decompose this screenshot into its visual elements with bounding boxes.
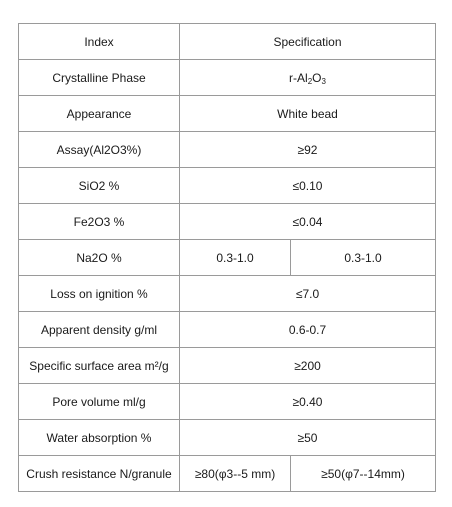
row-index: Water absorption % xyxy=(19,420,180,456)
row-value: ≥92 xyxy=(180,132,436,168)
table-row xyxy=(19,60,436,96)
row-index: Appearance xyxy=(19,96,180,132)
row-value: ≥50 xyxy=(180,420,436,456)
row-index: SiO2 % xyxy=(19,168,180,204)
row-value-a: 0.3-1.0 xyxy=(180,240,291,276)
row-value-b: 0.3-1.0 xyxy=(291,240,436,276)
row-value: ≤0.10 xyxy=(180,168,436,204)
row-index: Fe2O3 % xyxy=(19,204,180,240)
table-header-row xyxy=(19,24,436,60)
table-row xyxy=(19,348,436,384)
header-index: Index xyxy=(19,24,180,60)
row-value: ≤7.0 xyxy=(180,276,436,312)
row-value: 0.6-0.7 xyxy=(180,312,436,348)
row-index: Na2O % xyxy=(19,240,180,276)
table-row xyxy=(19,96,436,132)
row-value: ≥200 xyxy=(180,348,436,384)
row-value: $r-Al_2O_3$ xyxy=(180,60,436,96)
table-row xyxy=(19,312,436,348)
table-row xyxy=(19,132,436,168)
row-value: ≤0.04 xyxy=(180,204,436,240)
row-index: Crystalline Phase xyxy=(19,60,180,96)
specification-table xyxy=(18,23,436,492)
row-index: Specific surface area m²/g xyxy=(19,348,180,384)
row-index: Crush resistance N/granule xyxy=(19,456,180,492)
table-row xyxy=(19,168,436,204)
row-value: ≥0.40 xyxy=(180,384,436,420)
table-row xyxy=(19,276,436,312)
row-value: White bead xyxy=(180,96,436,132)
row-index: Assay(Al2O3%) xyxy=(19,132,180,168)
table-row xyxy=(19,204,436,240)
row-value-a: ≥80(φ3--5 mm) xyxy=(180,456,291,492)
row-index: Pore volume ml/g xyxy=(19,384,180,420)
row-index: Loss on ignition % xyxy=(19,276,180,312)
table-row xyxy=(19,456,436,492)
table-row xyxy=(19,420,436,456)
table-row xyxy=(19,240,436,276)
header-specification: Specification xyxy=(180,24,436,60)
row-index: Apparent density g/ml xyxy=(19,312,180,348)
table-row xyxy=(19,384,436,420)
row-value-b: ≥50(φ7--14mm) xyxy=(291,456,436,492)
